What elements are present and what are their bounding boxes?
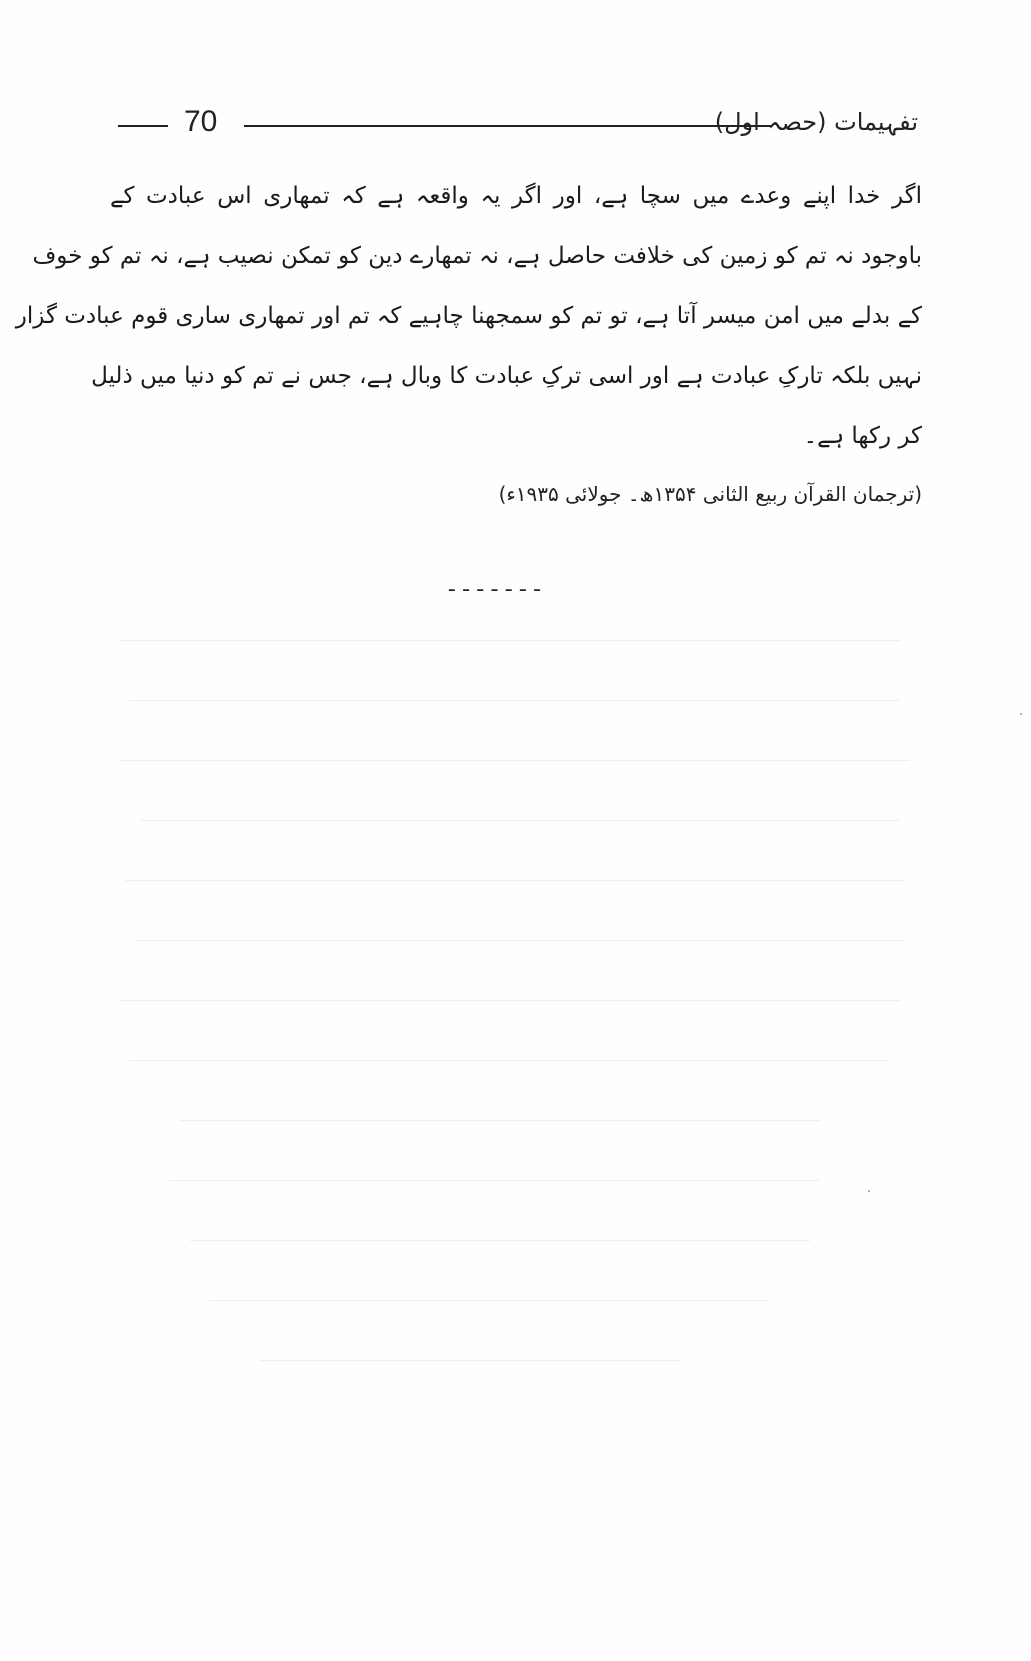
source-citation: (ترجمان القرآن ربیع الثانی ۱۳۵۴ھ۔ جولائی ۱۹۳۵ء) xyxy=(498,482,922,506)
page-number: 70 xyxy=(184,105,218,138)
show-through-line xyxy=(180,1120,820,1121)
scan-speck xyxy=(868,1190,870,1192)
text-line: باوجود نہ تم کو زمین کی خلافت حاصل ہے، نہ تمھارے دین کو تمکن نصیب ہے، نہ تم کو خوف xyxy=(32,243,922,269)
show-through-line xyxy=(120,1000,900,1001)
section-end-marker: ------- xyxy=(445,578,545,603)
scan-speck xyxy=(1020,713,1022,715)
body-paragraph xyxy=(15,166,922,466)
show-through-line xyxy=(120,760,910,761)
header-dash xyxy=(118,125,168,127)
show-through-line xyxy=(170,1180,820,1181)
show-through-line xyxy=(135,940,905,941)
show-through-line xyxy=(130,700,900,701)
text-line: کر رکھا ہے۔ xyxy=(803,423,922,449)
show-through-line xyxy=(140,820,900,821)
running-title: تفہیمات (حصہ اول) xyxy=(714,108,918,136)
text-line: کے بدلے میں امن میسر آتا ہے، تو تم کو سمجھنا چاہیے کہ تم اور تمھاری ساری قوم عبادت گزار xyxy=(15,303,922,329)
page-header xyxy=(118,104,918,144)
show-through-line xyxy=(210,1300,770,1301)
show-through-line xyxy=(190,1240,810,1241)
show-through-line xyxy=(260,1360,680,1361)
text-line: نہیں بلکہ تارکِ عبادت ہے اور اسی ترکِ عبادت کا وبال ہے، جس نے تم کو دنیا میں ذلیل xyxy=(91,363,922,389)
header-rule xyxy=(244,125,772,127)
show-through-line xyxy=(130,1060,890,1061)
show-through-line xyxy=(125,880,905,881)
show-through-line xyxy=(120,640,900,641)
text-line: اگر خدا اپنے وعدے میں سچا ہے، اور اگر یہ واقعہ ہے کہ تمھاری اس عبادت کے xyxy=(110,183,922,209)
